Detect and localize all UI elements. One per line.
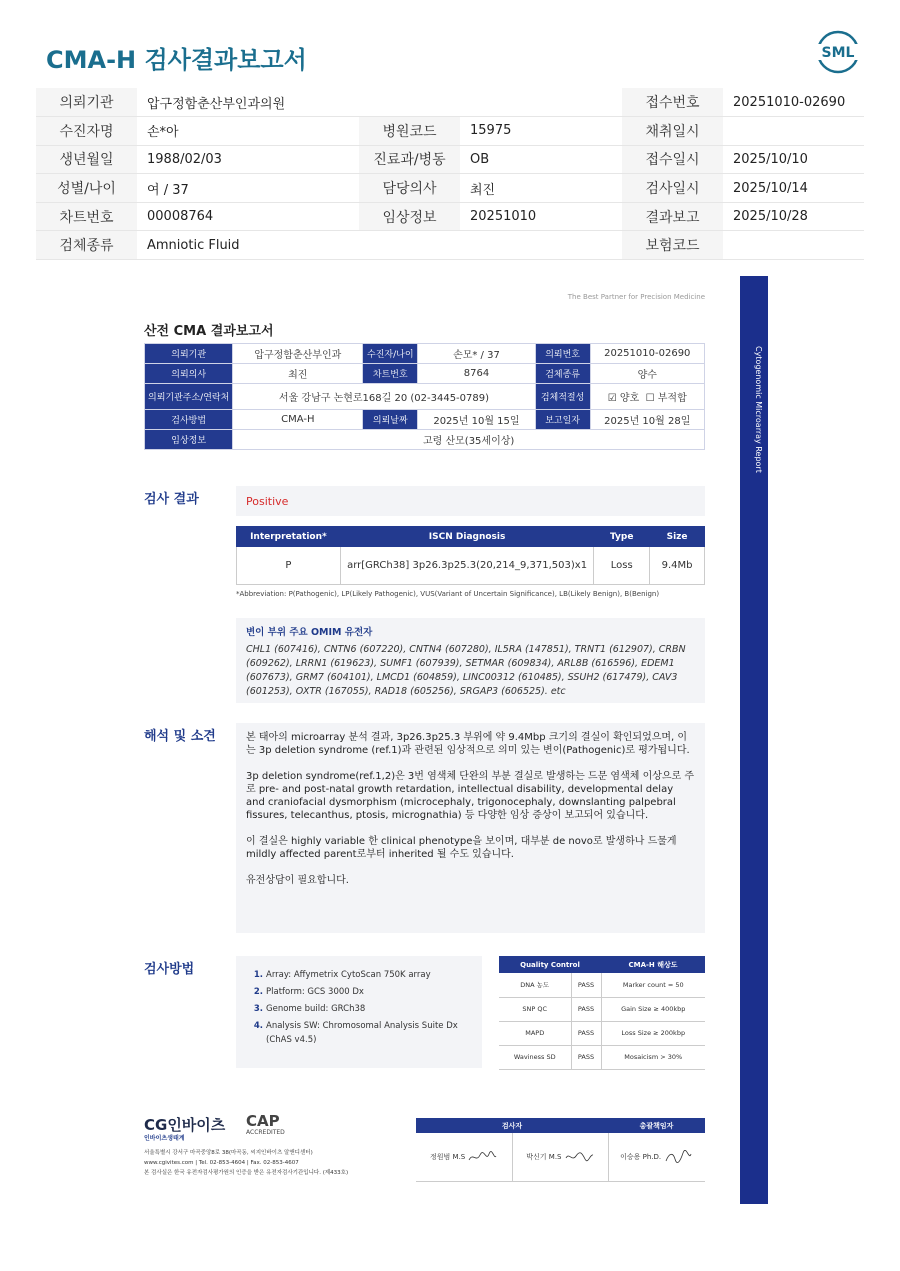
interpretation-paragraph: 이 결실은 highly variable 한 clinical phenotype을 보이며, 대부분 de novo로 발생하나 드물게 mildly affected parent로부터 inherited 될 수도 있습니다. [246,836,677,860]
report-title: 산전 CMA 결과보고서 [144,324,274,339]
signer-name: 정원범 M.S [430,1152,466,1161]
info-value: 여 / 37 [137,174,359,203]
value: 2025년 10월 28일 [590,410,704,430]
value: 2025년 10월 15일 [418,410,535,430]
column-header: Type [594,527,650,547]
info-label: 채취일시 [622,117,723,146]
signature-cell [416,1133,512,1181]
info-label: 접수일시 [622,145,723,174]
column-header: CMA-H 해상도 [601,956,705,973]
info-label: 보험코드 [622,231,723,260]
report-info-table [144,343,705,450]
qc-row [499,973,705,997]
signature-icon [564,1150,594,1164]
type-cell: Loss [594,547,650,585]
column-header: Size [650,527,705,547]
info-value [723,117,864,146]
page-title: CMA-H 검사결과보고서 [46,46,307,74]
info-row [36,145,864,174]
label: 의뢰의사 [145,364,233,384]
info-label: 검체종류 [36,231,137,260]
info-label: 성별/나이 [36,174,137,203]
signature-cell [512,1133,608,1181]
interpretation-paragraph: 3p deletion syndrome(ref.1,2)은 3번 염색체 단완의 부분 결실로 발생하는 드문 염색체 이상으로 주로 pre- and post-natal growth retardation, intellectual disability, developmental delay and craniofacial dysmorphism (microcephaly, trigonocephaly, downslanting palpebral fissures, telecanthus, ptosis, micrognathia) 등 다양한 임상 증상이 보고되어 있습니다. [246,771,695,821]
info-value: 15975 [460,117,622,146]
side-label: Cytogenomic Microarray Report [754,346,763,473]
signature-icon [467,1150,497,1164]
info-row [36,88,864,117]
cap-logo: CAP [246,1112,280,1130]
info-row [36,202,864,231]
info-label: 임상정보 [359,202,460,231]
qc-cell: PASS [571,973,601,997]
value: CMA-H [233,410,363,430]
method-item: 3. Genome build: GRCh38 [266,1002,472,1016]
contact: www.cgivites.com | Tel. 02-853-4604 | Fax. 02-853-4607 [144,1160,299,1166]
info-value [460,231,622,260]
qc-table [499,956,705,1070]
qc-cell: Loss Size ≥ 200kbp [601,1021,705,1045]
result-status: Positive [236,486,705,516]
info-value: Amniotic Fluid [137,231,359,260]
value: 최진 [233,364,363,384]
iscn-table [236,526,705,585]
info-label: 수진자명 [36,117,137,146]
qc-row [499,997,705,1021]
interpretation-paragraph: 유전상담이 필요합니다. [246,875,349,886]
info-value: 20251010-02690 [723,88,864,117]
signer-name: 이승용 Ph.D. [620,1152,662,1161]
qc-cell: SNP QC [499,997,571,1021]
method-item: 2. Platform: GCS 3000 Dx [266,985,472,999]
sml-logo [816,30,860,74]
omim-box [236,618,705,703]
column-header: 검사자 [416,1118,608,1133]
qc-cell: Mosaicism > 30% [601,1045,705,1069]
qc-cell: Waviness SD [499,1045,571,1069]
signature-icon [663,1150,693,1164]
label: 수진자/나이 [363,344,418,364]
methods-box [236,956,482,1068]
info-label: 검사일시 [622,174,723,203]
label: 보고일자 [535,410,590,430]
tagline: The Best Partner for Precision Medicine [567,293,705,301]
value: 압구정함춘산부인과 [233,344,363,364]
iscn-cell: arr[GRCh38] 3p26.3p25.3(20,214_9,371,503)x1 [340,547,594,585]
info-value: 손*아 [137,117,359,146]
qc-cell: MAPD [499,1021,571,1045]
info-value: OB [460,145,622,174]
method-item: 1. Array: Affymetrix CytoScan 750K array [266,968,472,982]
label: 의뢰기관 [145,344,233,364]
signature-table [416,1118,705,1182]
value: 서울 강남구 논현로168길 20 (02-3445-0789) [233,384,535,410]
side-bar [740,276,768,1204]
column-header: Interpretation* [237,527,341,547]
cap-sub: ACCREDITED [246,1129,285,1136]
label: 검체종류 [535,364,590,384]
interpretation-box [236,723,705,933]
address-block [144,1148,348,1178]
info-label: 의뢰기관 [36,88,137,117]
interpretation-cell: P [237,547,341,585]
patient-info-table [36,88,864,260]
info-label: 결과보고 [622,202,723,231]
qc-cell: Marker count = 50 [601,973,705,997]
method-item: 4. Analysis SW: Chromosomal Analysis Suite Dx (ChAS v4.5) [266,1019,472,1047]
info-value: 2025/10/28 [723,202,864,231]
table-row [237,547,705,585]
info-label: 진료과/병동 [359,145,460,174]
value: 양수 [590,364,704,384]
check-ng: ☐ 부적합 [645,393,687,404]
info-label: 병원코드 [359,117,460,146]
cg-invites-logo: CG인바이츠 [144,1116,226,1134]
info-value: 2025/10/10 [723,145,864,174]
qc-cell: DNA 농도 [499,973,571,997]
label: 의뢰기관주소/연락처 [145,384,233,410]
qc-cell: PASS [571,1045,601,1069]
info-label: 담당의사 [359,174,460,203]
info-label: 접수번호 [622,88,723,117]
label: 의뢰번호 [535,344,590,364]
size-cell: 9.4Mb [650,547,705,585]
interpretation-heading: 해석 및 소견 [144,729,216,744]
value: 20251010-02690 [590,344,704,364]
label: 검사방법 [145,410,233,430]
label: 차트번호 [363,364,418,384]
qc-cell: PASS [571,997,601,1021]
address: 서울특별시 강서구 마곡중앙8로 38(마곡동, 씨지인바이츠 알앤디센터) [144,1150,313,1156]
omim-genes: CHL1 (607416), CNTN6 (607220), CNTN4 (607280), IL5RA (147851), TRNT1 (612907), CRBN (609262), LRRN1 (619623), SUMF1 (607939), SETMAR (609834), ARL8B (616596), EDEM1 (607673), GRM7 (604101), LMCD1 (604859), LINC00312 (610485), SSUH2 (617479), CAV3 (601253), OXTR (167055), RAD18 (605256), SRGAP3 (606525). etc [246,644,686,697]
abbreviation-note: *Abbreviation: P(Pathogenic), LP(Likely Pathogenic), VUS(Variant of Uncertain Significance), LB(Likely Benign), B(Benign) [236,590,660,598]
value: 손모* / 37 [418,344,535,364]
qc-cell: Gain Size ≥ 400kbp [601,997,705,1021]
label: 임상정보 [145,430,233,450]
value: 고령 산모(35세이상) [233,430,705,450]
info-value [723,231,864,260]
certification: 본 검사실은 한국 유전자검사평가원의 인증을 받은 유전자검사기관입니다. (제433호) [144,1170,349,1176]
result-heading: 검사 결과 [144,492,199,507]
qc-cell: PASS [571,1021,601,1045]
cg-sub: 인바이츠생태계 [144,1135,185,1142]
info-row [36,231,864,260]
column-header: ISCN Diagnosis [340,527,594,547]
label: 검체적절성 [535,384,590,410]
interpretation-paragraph: 본 태아의 microarray 분석 결과, 3p26.3p25.3 부위에 약 9.4Mbp 크기의 결실이 확인되었으며, 이는 3p deletion syndrome (ref.1)과 관련된 임상적으로 의미 있는 변이(Pathogenic)로 평가됩니다. [246,732,690,756]
logo-text: SML [821,45,855,61]
info-value: 20251010 [460,202,622,231]
info-label: 차트번호 [36,202,137,231]
info-value [460,88,622,117]
qc-row [499,1045,705,1069]
label: 의뢰날짜 [363,410,418,430]
signature-cell [608,1133,705,1181]
report-sheet [130,276,720,1204]
column-header: Quality Control [499,956,601,973]
info-value: 최진 [460,174,622,203]
info-label [359,231,460,260]
specimen-adequacy [590,384,704,410]
signer-name: 박신기 M.S [526,1152,562,1161]
qc-row [499,1021,705,1045]
info-value: 2025/10/14 [723,174,864,203]
info-value: 00008764 [137,202,359,231]
omim-heading: 변이 부위 주요 OMIM 유전자 [246,627,373,638]
info-value: 1988/02/03 [137,145,359,174]
column-header: 총괄책임자 [608,1118,705,1133]
info-row [36,117,864,146]
methods-heading: 검사방법 [144,962,195,977]
check-ok: ☑ 양호 [607,393,640,404]
info-label: 생년월일 [36,145,137,174]
info-row [36,174,864,203]
value: 8764 [418,364,535,384]
info-value: 압구정함춘산부인과의원 [137,88,359,117]
info-label [359,88,460,117]
